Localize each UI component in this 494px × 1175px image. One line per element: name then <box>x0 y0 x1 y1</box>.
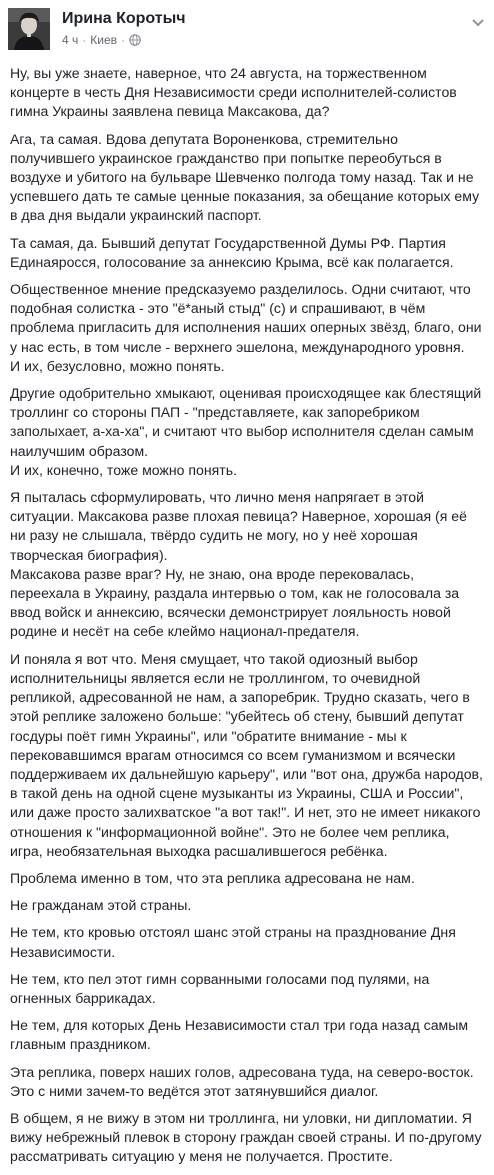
avatar[interactable] <box>8 8 50 50</box>
post-paragraph: Ну, вы уже знаете, наверное, что 24 августа, на торжественном концерте в честь Дня Независимости среди исполнителей-солистов гимна Украины заявлена певица Максакова, да? <box>10 65 457 120</box>
author-name[interactable]: Ирина Коротыч <box>62 10 186 27</box>
post-body <box>10 64 486 1175</box>
post-header <box>0 0 494 60</box>
meta-separator-2: · <box>121 33 126 47</box>
chevron-down-icon[interactable] <box>470 14 486 30</box>
post-paragraph: Не гражданам этой страны. <box>10 897 192 914</box>
meta-separator: · <box>82 33 87 47</box>
post-location[interactable]: Киев <box>90 33 118 47</box>
post-paragraph: Проблема именно в том, что эта реплика адресована не нам. <box>10 869 415 886</box>
post-paragraph: Не тем, кто кровью отстоял шанс этой страны на празднование Дня Независимости. <box>10 924 456 960</box>
post-paragraph: Та самая, да. Бывший депутат Государственной Думы РФ. Партия Единаяросся, голосование за аннексию Крыма, всё как полагается. <box>10 234 454 270</box>
post-paragraph: В общем, я не вижу в этом ни троллинга, ни уловки, ни дипломатии. Я вижу небрежный плевок в сторону граждан своей страны. И по-другому рассматривать ситуацию у меня не получается. Простите. <box>10 1109 482 1165</box>
post-timestamp[interactable]: 4 ч <box>62 33 79 47</box>
post-meta <box>62 33 141 47</box>
post-paragraph: Общественное мнение предсказуемо разделилось. Одни считают, что подобная солистка - это "ё*аный стыд" (с) и спрашивают, в чём проблема пригласить для исполнения наших оперных звёзд, благо, они у нас есть, в том числе - верхнего эшелона, международного уровня. И их, безусловно, можно понять. <box>10 281 482 374</box>
post-paragraph: Не тем, кто пел этот гимн сорванными голосами под пулями, на огненных баррикадах. <box>10 970 430 1006</box>
post-paragraph: Ага, та самая. Вдова депутата Вороненкова, стремительно получившего украинское гражданство при попытке переобуться в воздухе и убитого на бульваре Шевченко полгода тому назад. Так и не успевшего дать те самые ценные показания, за обещание которых ему в два дня выдали украинский паспорт. <box>10 130 480 224</box>
post-paragraph: Другие одобрительно хмыкают, оценивая происходящее как блестящий троллинг со стороны ПАП - "представляете, как запоребриком заполыхает, а-ха-ха", и считают что выбор исполнителя сделан самым наилучшим образом. И их, конечно, тоже можно понять. <box>10 385 482 478</box>
post-paragraph: Не тем, для которых День Независимости стал три года назад самым главным праздником. <box>10 1017 469 1053</box>
avatar-photo <box>8 8 50 50</box>
post-paragraph: Эта реплика, поверх наших голов, адресована туда, на северо-восток. Это с ними зачем-то ведётся этот затянувшийся диалог. <box>10 1063 474 1099</box>
post-paragraph: И поняла я вот что. Меня смущает, что такой одиозный выбор исполнительницы является если не троллингом, то очевидной репликой, адресованной не нам, а запоребрик. Трудно сказать, чего в этой реплике заложено больше: "убейтесь об стену, бывший депутат госдуры поёт гимн Украины", или "обратите внимание - мы к перековавшимся врагам относимся со всем гуманизмом и всячески поддерживаем их дальнейшую карьеру", или "вот она, дружба народов, в такой день на одной сцене музыканты из Украины, США и России", или даже просто залихватское "а вот так!". И нет, это не имеет никакого отношения к "информационной войне". Это не более чем реплика, игра, необязательная выходка расшалившегося ребёнка. <box>10 650 483 859</box>
globe-icon[interactable] <box>129 34 141 46</box>
post-paragraph: Я пыталась сформулировать, что лично меня напрягает в этой ситуации. Максакова разве плохая певица? Наверное, хорошая (я её ни разу не слышала, твёрдо судить не могу, но у неё хорошая творческая биография). Максакова разве враг? Ну, не знаю, она вроде перековалась, переехала в Украину, раздала интервью о том, как не голосовала за ввод войск и аннексию, всячески демонстрирует лояльность новой родине и несёт на себе клеймо национал-предателя. <box>10 489 467 640</box>
